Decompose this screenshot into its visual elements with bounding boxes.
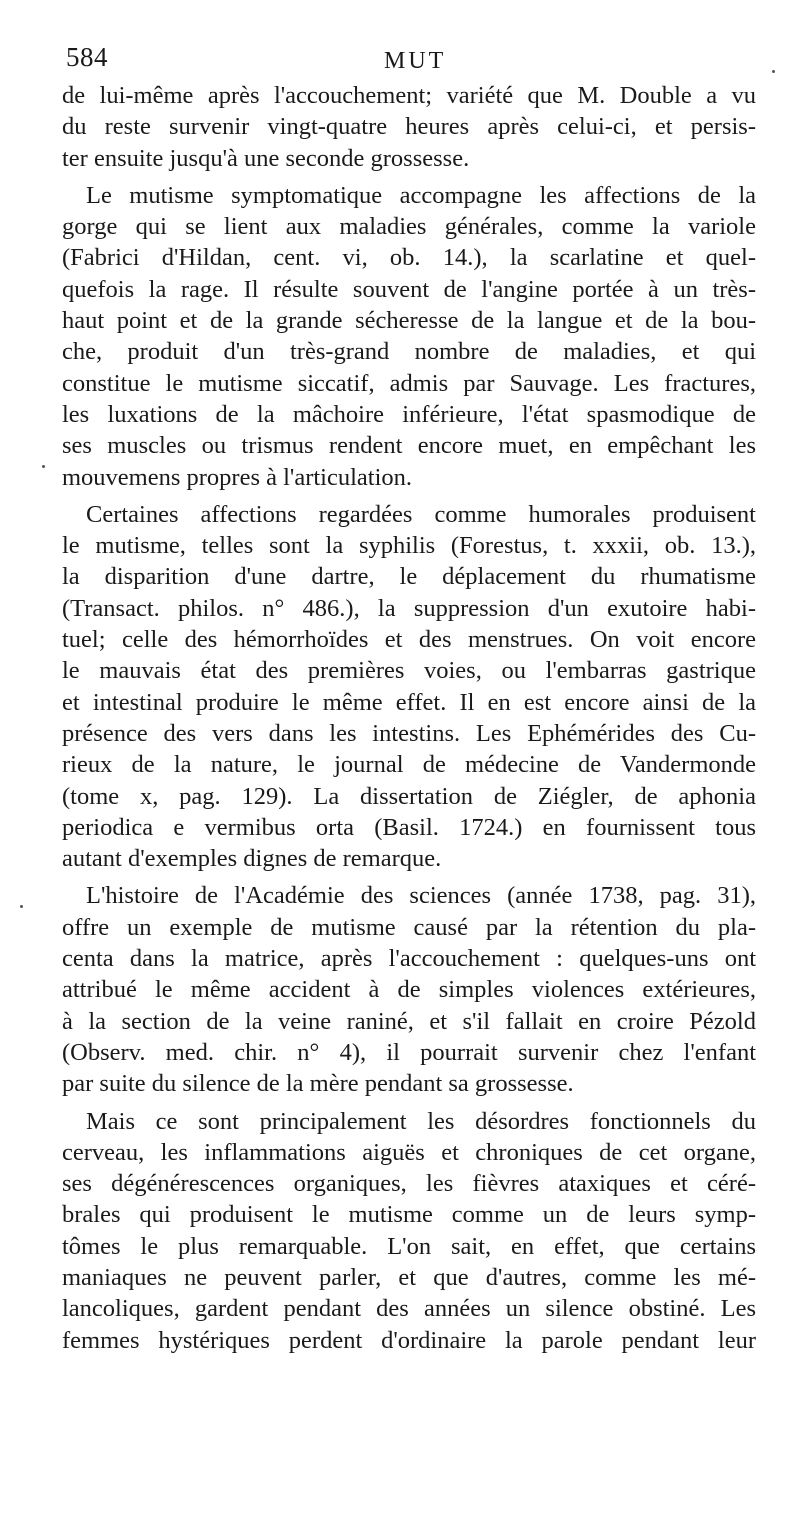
text-line: cerveau, les inflammations aiguës et chroniques de cet organe,	[62, 1138, 756, 1166]
paragraph	[62, 180, 756, 493]
text-line: (Observ. med. chir. n° 4), il pourrait survenir chez l'enfant	[62, 1038, 756, 1066]
text-line: ter ensuite jusqu'à une seconde grossesse.	[62, 144, 470, 172]
text-line: ses muscles ou trismus rendent encore muet, en empêchant les	[62, 432, 756, 460]
text-line: femmes hystériques perdent d'ordinaire la parole pendant leur	[62, 1326, 756, 1354]
paragraph	[62, 880, 756, 1099]
text-line: (tome x, pag. 129). La dissertation de Ziégler, de aphonia	[62, 782, 756, 810]
text-line: présence des vers dans les intestins. Les Ephémérides des Cu-	[62, 719, 756, 747]
text-line: L'histoire de l'Académie des sciences (année 1738, pag. 31),	[86, 882, 756, 910]
text-line: de lui-même après l'accouchement; variété que M. Double a vu	[62, 82, 756, 109]
text-line: constitue le mutisme siccatif, admis par Sauvage. Les fractures,	[62, 369, 756, 397]
print-speck	[772, 70, 775, 73]
text-line: haut point et de la grande sécheresse de la langue et de la bou-	[62, 307, 756, 335]
text-line: et intestinal produire le même effet. Il en est encore ainsi de la	[62, 688, 756, 716]
text-line: autant d'exemples dignes de remarque.	[62, 845, 442, 873]
text-line: tômes le plus remarquable. L'on sait, en effet, que certains	[62, 1232, 756, 1260]
running-head: MUT	[384, 48, 447, 74]
text-line: quefois la rage. Il résulte souvent de l'angine portée à un très-	[62, 275, 756, 303]
paragraph	[62, 1106, 756, 1356]
text-line: mouvemens propres à l'articulation.	[62, 463, 413, 491]
text-line: periodica e vermibus orta (Basil. 1724.) en fournissent tous	[62, 813, 756, 841]
text-line: maniaques ne peuvent parler, et que d'autres, comme les mé-	[62, 1263, 756, 1291]
text-line: les luxations de la mâchoire inférieure, l'état spasmodique de	[62, 400, 756, 428]
text-line: lancoliques, gardent pendant des années un silence obstiné. Les	[62, 1295, 756, 1323]
text-line: che, produit d'un très-grand nombre de maladies, et qui	[62, 338, 756, 366]
text-line: rieux de la nature, le journal de médecine de Vandermonde	[62, 751, 756, 779]
text-line: offre un exemple de mutisme causé par la rétention du pla-	[62, 913, 756, 941]
page-number: 584	[66, 42, 108, 72]
text-line: attribué le même accident à de simples violences extérieures,	[62, 976, 756, 1004]
text-line: brales qui produisent le mutisme comme un de leurs symp-	[62, 1201, 756, 1229]
text-line: tuel; celle des hémorrhoïdes et des menstrues. On voit encore	[62, 626, 756, 654]
text-line: Le mutisme symptomatique accompagne les affections de la	[86, 181, 756, 209]
text-line: Mais ce sont principalement les désordres fonctionnels du	[86, 1107, 756, 1135]
text-line: à la section de la veine raniné, et s'il fallait en croire Pézold	[62, 1007, 756, 1035]
print-speck	[42, 465, 45, 468]
text-line: Certaines affections regardées comme humorales produisent	[86, 500, 756, 528]
body-text	[62, 80, 756, 1356]
text-line: (Transact. philos. n° 486.), la suppression d'un exutoire habi-	[62, 594, 756, 622]
paragraph	[62, 80, 756, 174]
page-header	[66, 42, 756, 82]
text-line: du reste survenir vingt-quatre heures après celui-ci, et persis-	[62, 113, 756, 141]
text-line: la disparition d'une dartre, le déplacement du rhumatisme	[62, 563, 756, 591]
paragraph	[62, 499, 756, 875]
text-line: par suite du silence de la mère pendant sa grossesse.	[62, 1070, 574, 1098]
text-line: le mauvais état des premières voies, ou l'embarras gastrique	[62, 657, 756, 685]
text-line: (Fabrici d'Hildan, cent. vi, ob. 14.), la scarlatine et quel-	[62, 244, 756, 272]
text-line: centa dans la matrice, après l'accouchement : quelques-uns ont	[62, 945, 756, 973]
text-line: ses dégénérescences organiques, les fièvres ataxiques et céré-	[62, 1170, 756, 1198]
print-speck	[20, 905, 23, 908]
text-line: le mutisme, telles sont la syphilis (Forestus, t. xxxii, ob. 13.),	[62, 532, 756, 560]
text-line: gorge qui se lient aux maladies générales, comme la variole	[62, 213, 756, 241]
